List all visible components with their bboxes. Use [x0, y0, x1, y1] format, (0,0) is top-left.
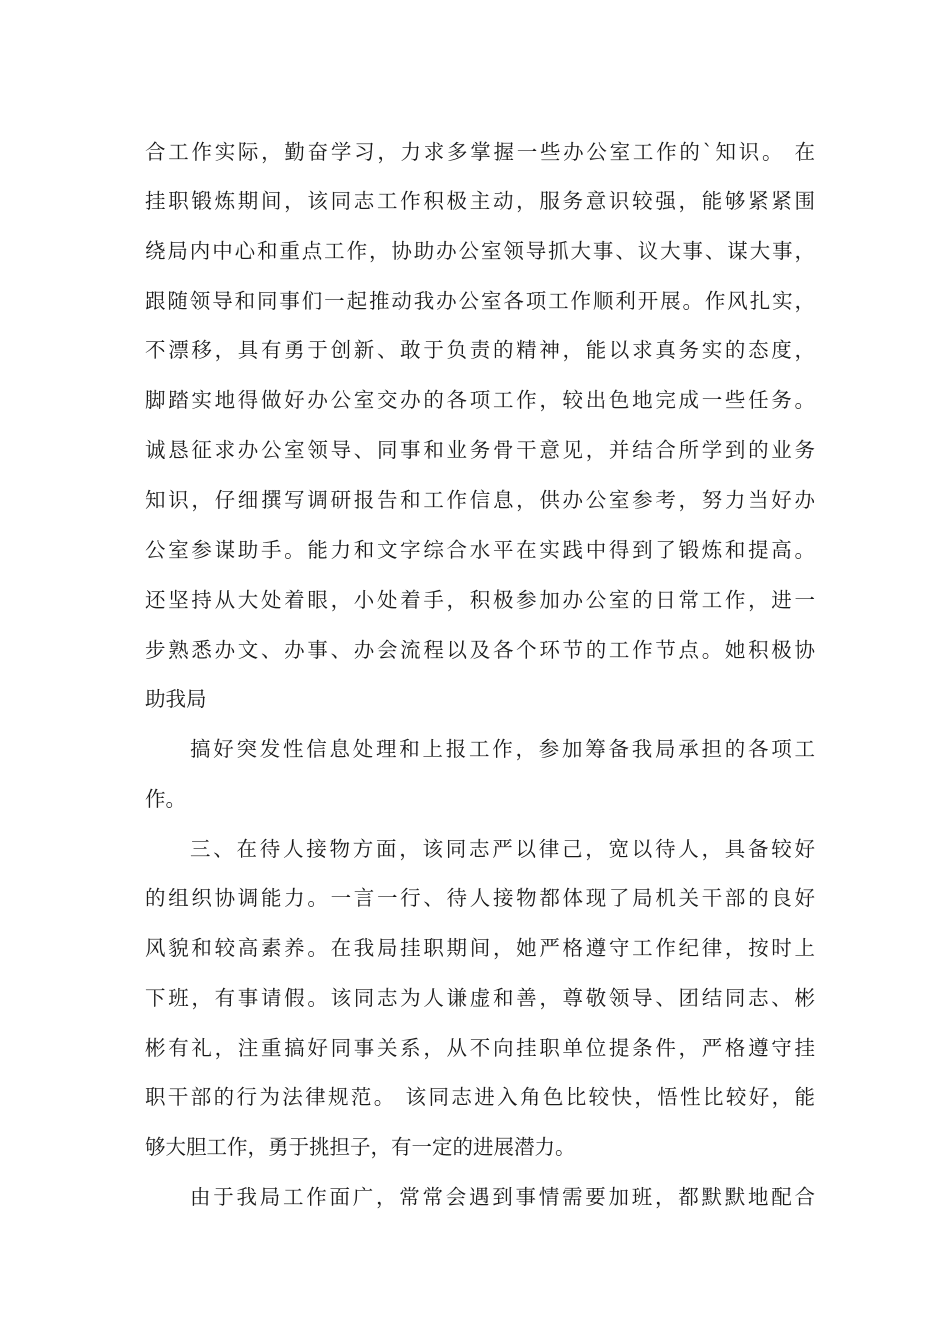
paragraph-start-line: 三、在待人接物方面，该同志严以律己，宽以待人，具备较好 — [190, 837, 815, 861]
text-line: 还坚持从大处着眼，小处着手，积极参加办公室的日常工作，进一 — [145, 588, 815, 612]
paragraph-start-line: 搞好突发性信息处理和上报工作，参加筹备我局承担的各项工 — [190, 737, 815, 761]
text-line: 公室参谋助手。能力和文字综合水平在实践中得到了锻炼和提高。 — [145, 538, 815, 562]
text-line: 彬有礼，注重搞好同事关系，从不向挂职单位提条件，严格遵守挂 — [145, 1036, 815, 1060]
text-line: 绕局内中心和重点工作，协助办公室领导抓大事、议大事、谋大事， — [145, 239, 815, 263]
text-line: 不漂移，具有勇于创新、敢于负责的精神，能以求真务实的态度， — [145, 338, 815, 362]
text-line: 跟随领导和同事们一起推动我办公室各项工作顺利开展。作风扎实， — [145, 289, 815, 313]
text-line: 作。 — [145, 787, 186, 811]
text-line: 的组织协调能力。一言一行、待人接物都体现了局机关干部的良好 — [145, 886, 815, 910]
text-line: 步熟悉办文、办事、办会流程以及各个环节的工作节点。她积极协 — [145, 638, 815, 662]
text-line: 够大胆工作，勇于挑担子，有一定的进展潜力。 — [145, 1135, 576, 1159]
text-line: 合工作实际，勤奋学习，力求多掌握一些办公室工作的`知识。 在 — [145, 140, 815, 164]
text-line: 风貌和较高素养。在我局挂职期间，她严格遵守工作纪律，按时上 — [145, 936, 815, 960]
text-line: 职干部的行为法律规范。 该同志进入角色比较快，悟性比较好，能 — [145, 1085, 815, 1109]
text-line: 知识，仔细撰写调研报告和工作信息，供办公室参考，努力当好办 — [145, 488, 815, 512]
text-line: 助我局 — [145, 687, 207, 711]
paragraph-start-line: 由于我局工作面广，常常会遇到事情需要加班，都默默地配合 — [190, 1185, 815, 1209]
text-line: 诚恳征求办公室领导、同事和业务骨干意见，并结合所学到的业务 — [145, 438, 815, 462]
text-line: 脚踏实地得做好办公室交办的各项工作，较出色地完成一些任务。 — [145, 388, 815, 412]
text-line: 下班，有事请假。该同志为人谦虚和善，尊敬领导、团结同志、彬 — [145, 986, 815, 1010]
text-line: 挂职锻炼期间，该同志工作积极主动，服务意识较强，能够紧紧围 — [145, 189, 815, 213]
